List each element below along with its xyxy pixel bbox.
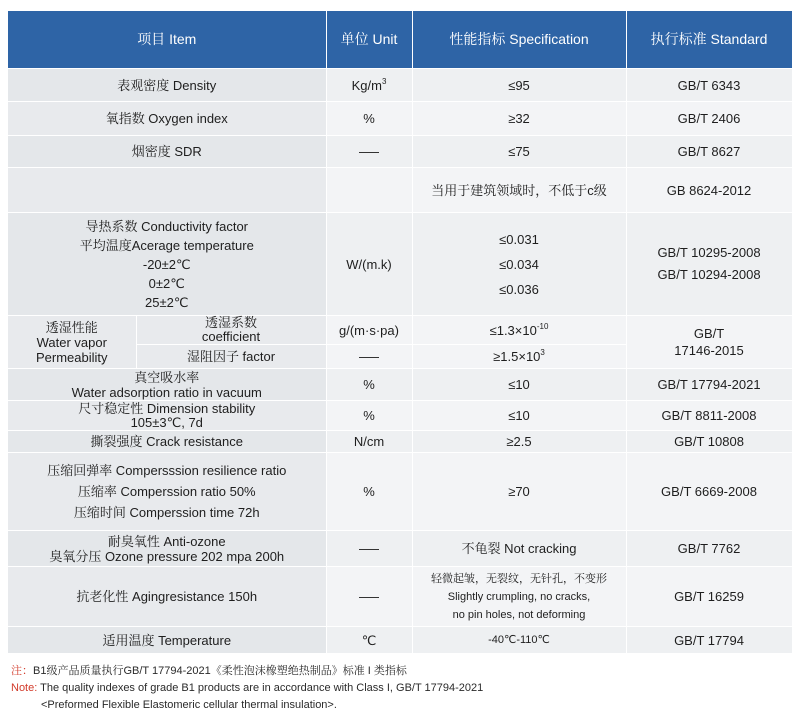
conductivity-spec-line: ≤0.036 [499, 281, 539, 297]
crack-item: 撕裂强度 Crack resistance [8, 431, 326, 453]
compression-item-line: 压缩率 Comperssion ratio 50% [77, 484, 256, 499]
row-crack [8, 431, 792, 453]
note-en-line2: <Preformed Flexible Elastomeric cellular thermal insulation>. [41, 699, 337, 711]
density-item: 表观密度 Density [8, 69, 326, 102]
water-spec: ≤10 [412, 369, 626, 401]
dimension-item-line: 105±3℃, 7d [130, 414, 203, 430]
header-row [8, 11, 792, 69]
header-item: 项目 Item [8, 11, 326, 69]
density-unit-base: Kg/m [351, 77, 382, 93]
row-smoke [8, 136, 792, 168]
row-temperature [8, 627, 792, 654]
spec-table-wrapper [8, 11, 792, 654]
compression-item-line: 压缩时间 Comperssion time 72h [73, 505, 260, 520]
oxygen-unit: % [326, 102, 412, 136]
building-standard: GB 8624-2012 [626, 168, 792, 213]
conductivity-standard-line: GB/T 10294-2008 [657, 267, 761, 282]
crack-spec: ≥2.5 [412, 431, 626, 453]
conductivity-item [8, 213, 326, 316]
aging-standard: GB/T 16259 [626, 567, 792, 627]
oxygen-spec: ≥32 [412, 102, 626, 136]
permeability-group-line: 透湿性能 [45, 319, 98, 335]
temperature-unit: ℃ [326, 627, 412, 654]
smoke-spec: ≤75 [412, 136, 626, 168]
dimension-item [8, 401, 326, 431]
crack-unit: N/cm [326, 431, 412, 453]
note-cn-text: B1级产品质量执行GB/T 17794-2021《柔性泡沫橡塑绝热制品》标准 I 类指标 [33, 665, 407, 677]
conductivity-item-line: 平均温度Acerage temperature [79, 237, 254, 253]
temperature-spec: -40℃-110℃ [412, 627, 626, 654]
row-conductivity [8, 213, 792, 316]
crack-standard: GB/T 10808 [626, 431, 792, 453]
ozone-item [8, 531, 326, 567]
building-unit [326, 168, 412, 213]
permeability-factor-item: 湿阻因子 factor [136, 345, 326, 369]
permeability-standard [626, 316, 792, 369]
conductivity-item-line: 25±2℃ [145, 294, 189, 310]
conductivity-unit: W/(m.k) [326, 213, 412, 316]
density-spec: ≤95 [412, 69, 626, 102]
row-oxygen [8, 102, 792, 136]
note-en [11, 680, 791, 697]
building-item [8, 168, 326, 213]
note-en-label: Note: [11, 682, 38, 694]
conductivity-spec [412, 213, 626, 316]
dash-icon [359, 152, 379, 153]
permeability-group [8, 316, 136, 369]
aging-spec [412, 567, 626, 627]
permeability-factor-spec [412, 345, 626, 369]
spec-table [8, 11, 793, 654]
dimension-unit: % [326, 401, 412, 431]
dash-icon [359, 357, 379, 358]
permeability-coef-line: 透湿系数 [204, 315, 257, 330]
density-unit-sup: 3 [381, 76, 387, 86]
ozone-unit [326, 531, 412, 567]
oxygen-standard: GB/T 2406 [626, 102, 792, 136]
dash-icon [359, 597, 379, 598]
compression-standard: GB/T 6669-2008 [626, 453, 792, 531]
coef-spec-base: ≤1.3×10 [489, 322, 537, 338]
water-standard: GB/T 17794-2021 [626, 369, 792, 401]
permeability-standard-line: GB/T [693, 326, 725, 341]
row-building [8, 168, 792, 213]
water-item-line: Water adsorption ratio in vacuum [71, 384, 262, 400]
aging-spec-line: no pin holes, not deforming [452, 608, 586, 621]
conductivity-item-line: -20±2℃ [142, 256, 191, 272]
density-standard: GB/T 6343 [626, 69, 792, 102]
building-spec: 当用于建筑领域时，不低于c级 [412, 168, 626, 213]
permeability-coef-spec [412, 316, 626, 345]
dimension-standard: GB/T 8811-2008 [626, 401, 792, 431]
header-unit: 单位 Unit [326, 11, 412, 69]
water-unit: % [326, 369, 412, 401]
conductivity-item-line: 0±2℃ [148, 275, 185, 291]
conductivity-spec-line: ≤0.034 [499, 256, 539, 272]
factor-spec-base: ≥1.5×10 [493, 349, 541, 364]
compression-item-line: 压缩回弹率 Compersssion resilience ratio [47, 463, 287, 478]
row-dimension [8, 401, 792, 431]
smoke-unit [326, 136, 412, 168]
temperature-item: 适用温度 Temperature [8, 627, 326, 654]
dimension-spec: ≤10 [412, 401, 626, 431]
note-en-text: The quality indexes of grade B1 products are in accordance with Class I, GB/T 17794-2021 [40, 682, 484, 694]
row-density [8, 69, 792, 102]
water-item-line: 真空吸水率 [134, 369, 200, 385]
note-cn [11, 663, 791, 680]
row-permeability-coefficient [8, 316, 792, 345]
permeability-group-line: Permeability [35, 349, 108, 365]
compression-item [8, 453, 326, 531]
density-unit [326, 69, 412, 102]
row-aging [8, 567, 792, 627]
aging-spec-line: 轻微起皱，无裂纹，无针孔，不变形 [431, 572, 607, 585]
ozone-standard: GB/T 7762 [626, 531, 792, 567]
row-compression [8, 453, 792, 531]
factor-spec-sup: 3 [540, 348, 545, 357]
compression-unit: % [326, 453, 412, 531]
header-spec: 性能指标 Specification [412, 11, 626, 69]
conductivity-item-line: 导热系数 Conductivity factor [85, 218, 249, 234]
note-cn-label: 注： [11, 665, 33, 677]
smoke-standard: GB/T 8627 [626, 136, 792, 168]
water-item [8, 369, 326, 401]
permeability-coef-line: coefficient [201, 329, 261, 344]
aging-unit [326, 567, 412, 627]
oxygen-item: 氧指数 Oxygen index [8, 102, 326, 136]
ozone-spec: 不龟裂 Not cracking [412, 531, 626, 567]
conductivity-standard-line: GB/T 10295-2008 [657, 245, 761, 260]
header-standard: 执行标准 Standard [626, 11, 792, 69]
ozone-item-line: 臭氧分压 Ozone pressure 202 mpa 200h [49, 548, 285, 564]
dash-icon [359, 549, 379, 550]
temperature-standard: GB/T 17794 [626, 627, 792, 654]
ozone-item-line: 耐臭氧性 Anti-ozone [107, 533, 226, 549]
conductivity-spec-line: ≤0.031 [499, 231, 539, 247]
row-ozone [8, 531, 792, 567]
conductivity-standard [626, 213, 792, 316]
compression-spec: ≥70 [412, 453, 626, 531]
permeability-group-line: Water vapor [36, 334, 107, 350]
smoke-item: 烟密度 SDR [8, 136, 326, 168]
permeability-standard-line: 17146-2015 [674, 343, 744, 358]
aging-item: 抗老化性 Agingresistance 150h [8, 567, 326, 627]
aging-spec-line: Slightly crumpling, no cracks, [447, 590, 591, 603]
footnotes [11, 663, 791, 714]
permeability-coef-item [136, 316, 326, 345]
row-water-absorption [8, 369, 792, 401]
coef-spec-sup: -10 [536, 321, 549, 331]
dimension-item-line: 尺寸稳定性 Dimension stability [78, 400, 256, 416]
permeability-factor-unit [326, 345, 412, 369]
permeability-coef-unit: g/(m·s·pa) [326, 316, 412, 345]
